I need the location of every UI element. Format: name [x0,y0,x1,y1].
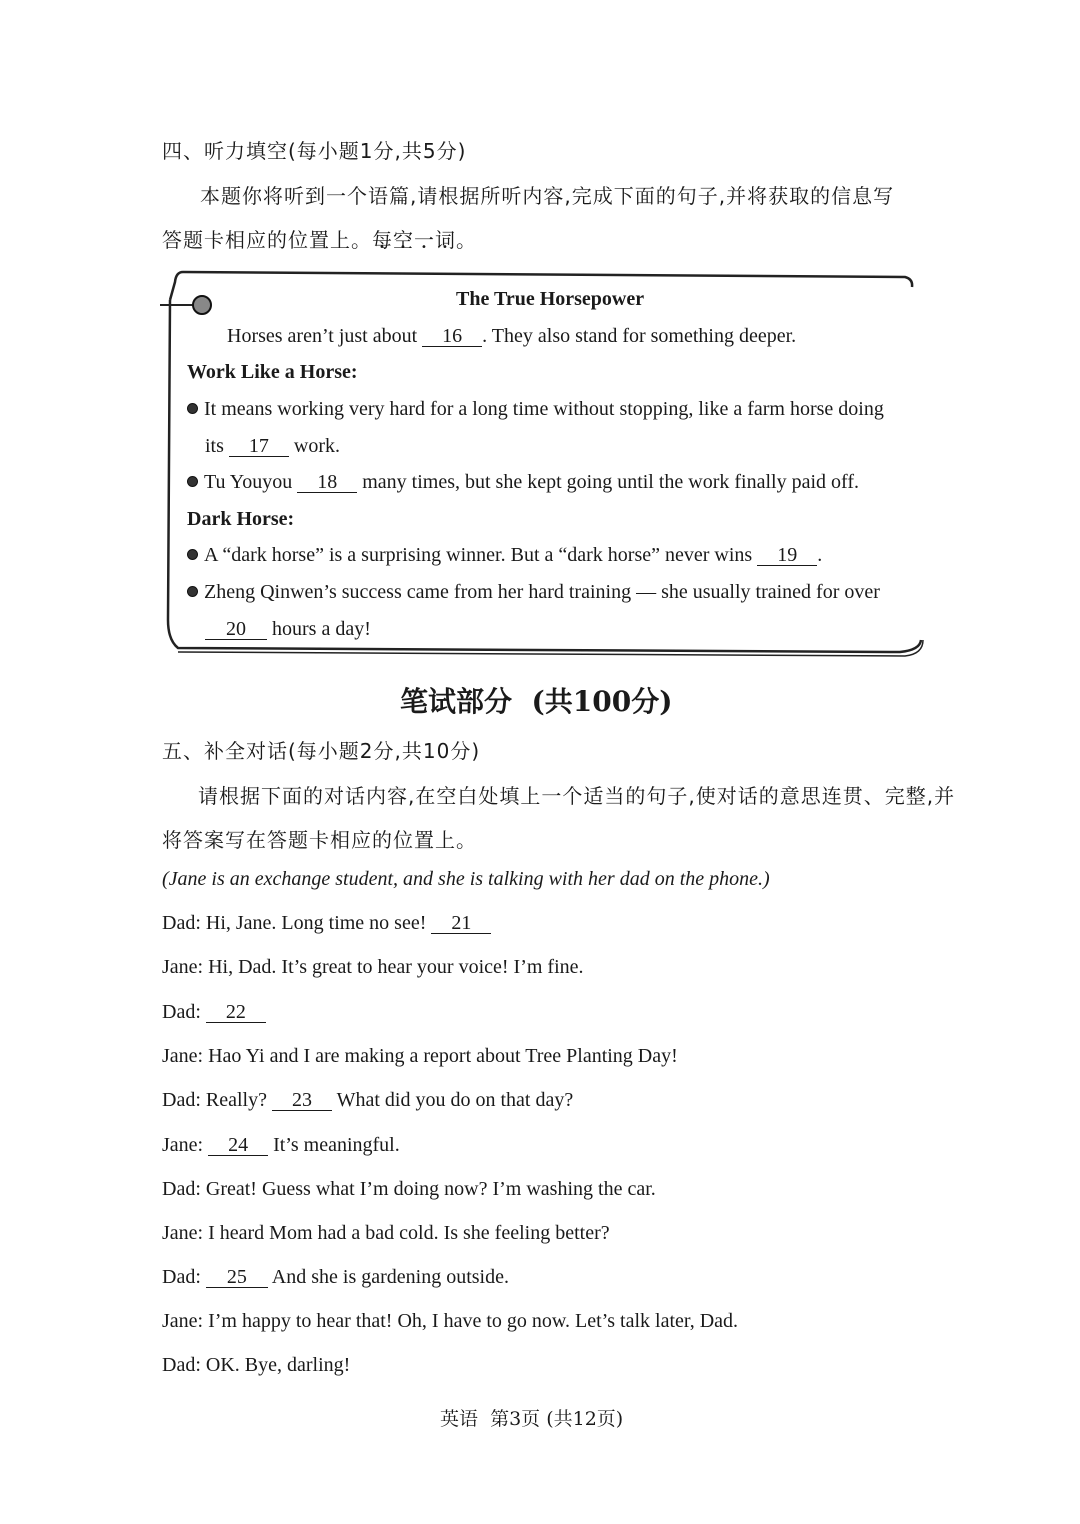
bullet-text: Tu Youyou [204,471,293,493]
dialogue-text: Jane: Hao Yi and I are making a report about Tree Planting Day! [162,1045,678,1067]
dialogue-line [162,1310,738,1333]
bullet-text-end: . [817,544,823,566]
blank-18[interactable]: 18 [297,472,357,493]
bullet-item-4-cont [205,618,371,641]
dialogue-context: (Jane is an exchange student, and she is talking with her dad on the phone.) [162,868,770,890]
intro-text-end: . They also stand for something deeper. [482,325,797,347]
dialogue-text: Dad: Great! Guess what I’m doing now? I’m washing the car. [162,1178,656,1200]
blank-20[interactable]: 20 [205,619,267,640]
dialogue-line [162,912,491,935]
bullet-item-4 [187,581,880,604]
section4-instruction-line1: 本题你将听到一个语篇,请根据所听内容,完成下面的句子,并将获取的信息写 [200,184,895,208]
bullet-text: its [205,435,224,457]
dialogue-line [162,1178,656,1201]
ring-icon [193,296,211,314]
section5-instruction-line1: 请根据下面的对话内容,在空白处填上一个适当的句子,使对话的意思连贯、完整,并 [198,784,956,808]
emphasis-char: 空 [393,228,414,252]
dialogue-line [162,1354,350,1377]
bullet-text: It means working very hard for a long time without stopping, like a farm horse doing [204,398,884,420]
blank-17[interactable]: 17 [229,436,289,457]
dialogue-text: Dad: [162,1001,201,1023]
bullet-icon [187,476,198,487]
dialogue-text: Jane: I heard Mom had a bad cold. Is she feeling better? [162,1222,610,1244]
dialogue-line [162,956,584,979]
emphasis-char: 每 [372,228,393,252]
bullet-text-end: work. [293,435,341,457]
written-part-title: 笔试部分 (共100分) [400,685,673,718]
blank-21[interactable]: 21 [431,913,491,934]
dialogue-text: Jane: I’m happy to hear that! Oh, I have to go now. Let’s talk later, Dad. [162,1310,739,1332]
subheading-dark-horse: Dark Horse: [187,508,295,530]
bullet-icon [187,586,198,597]
page-footer: 英语 第3页 (共12页) [440,1408,624,1430]
blank-24[interactable]: 24 [208,1135,268,1156]
dialogue-line [162,1222,610,1245]
dialogue-line [162,1266,509,1289]
dialogue-line [162,1134,400,1157]
bullet-item-3 [187,544,822,567]
bullet-item-1-cont [205,435,340,458]
blank-22[interactable]: 22 [206,1002,266,1023]
dialogue-line [162,1001,266,1024]
bullet-text-end: many times, but she kept going until the work finally paid off. [362,471,859,493]
dialogue-line [162,1089,573,1112]
blank-23[interactable]: 23 [272,1090,332,1111]
intro-text: Horses aren’t just about [227,325,418,347]
section5-instruction-line2: 将答案写在答题卡相应的位置上。 [162,828,477,852]
emphasis-char: 词 [435,228,456,252]
section5-heading: 五、补全对话(每小题2分,共10分) [162,739,481,763]
dialogue-text: Dad: OK. Bye, darling! [162,1354,351,1376]
blank-16[interactable]: 16 [422,326,482,347]
bullet-icon [187,549,198,560]
dialogue-text-end: And she is gardening outside. [271,1266,509,1288]
box-title: The True Horsepower [456,288,645,310]
dialogue-text: Jane: Hi, Dad. It’s great to hear your voice! I’m fine. [162,956,584,978]
dialogue-text-end: It’s meaningful. [273,1134,400,1156]
dialogue-text: Dad: [162,1266,201,1288]
dialogue-text-end: What did you do on that day? [336,1089,574,1111]
subheading-work-like-a-horse: Work Like a Horse: [187,361,358,383]
instruction-text: 答题卡相应的位置上。 [162,228,372,252]
blank-19[interactable]: 19 [757,545,817,566]
bullet-text: A “dark horse” is a surprising winner. But a “dark horse” never wins [204,544,753,566]
bullet-text-end: hours a day! [272,618,371,640]
bullet-text: Zheng Qinwen’s success came from her hard training — she usually trained for over [204,581,880,603]
instruction-end: 。 [456,228,477,252]
bullet-icon [187,403,198,414]
box-intro [227,325,796,348]
emphasis-char: 一 [414,228,435,252]
dialogue-text: Dad: Hi, Jane. Long time no see! [162,912,427,934]
bullet-item-2 [187,471,859,494]
dialogue-line [162,1045,678,1068]
bullet-item-1 [187,398,884,421]
blank-25[interactable]: 25 [206,1267,268,1288]
dialogue-text: Jane: [162,1134,204,1156]
dialogue-text: Dad: Really? [162,1089,267,1111]
section4-heading: 四、听力填空(每小题1分,共5分) [162,139,467,163]
